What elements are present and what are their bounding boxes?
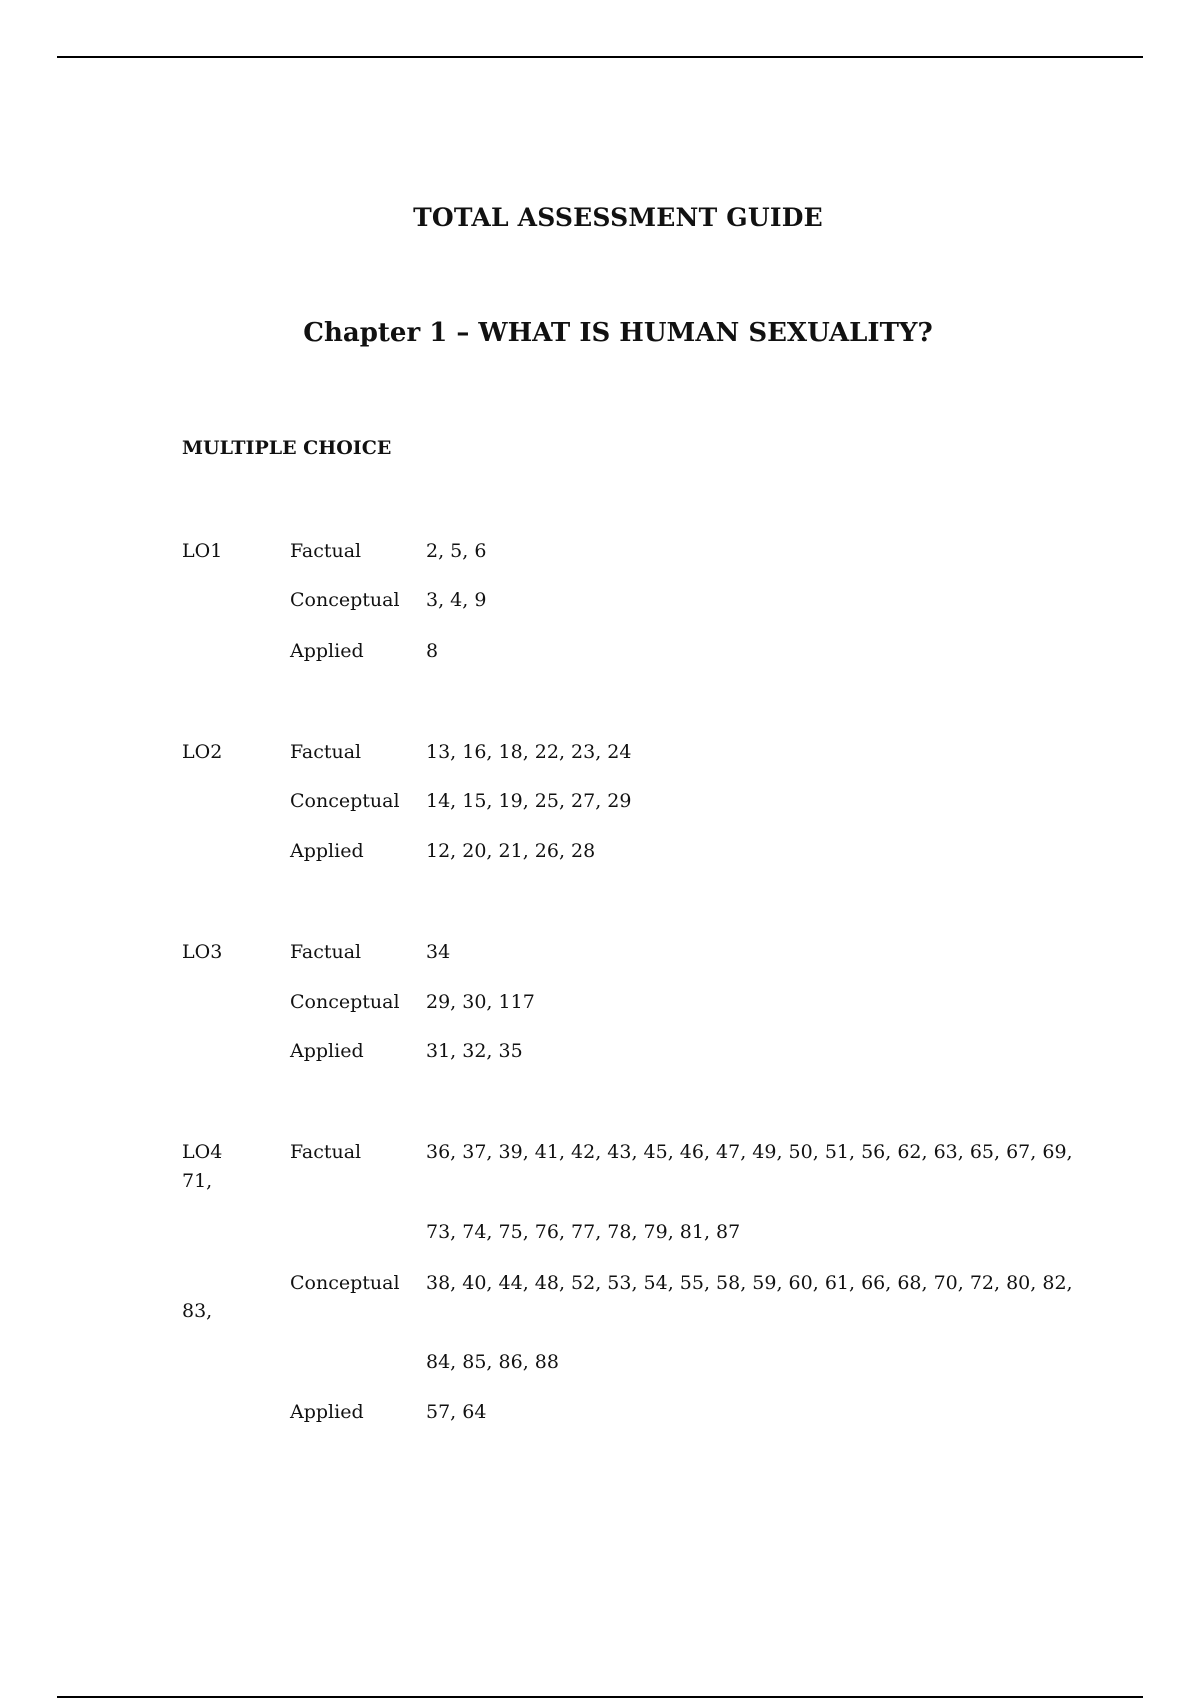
lo4-label: LO4	[182, 1141, 223, 1163]
lo4-conceptual-items-line1: 38, 40, 44, 48, 52, 53, 54, 55, 58, 59, 60, 61, 66, 68, 70, 72, 80, 82,	[426, 1272, 1073, 1294]
lo4-applied-items: 57, 64	[426, 1401, 487, 1423]
lo4-conceptual-items-line2: 84, 85, 86, 88	[426, 1351, 559, 1373]
lo4-conceptual-items-wrap: 83,	[182, 1300, 213, 1322]
lo3-applied-items: 31, 32, 35	[426, 1040, 523, 1062]
lo2-applied-items: 12, 20, 21, 26, 28	[426, 840, 596, 862]
lo1-factual-level: Factual	[290, 540, 362, 562]
lo4-factual-items-line2: 73, 74, 75, 76, 77, 78, 79, 81, 87	[426, 1221, 741, 1243]
lo4-conceptual-level: Conceptual	[290, 1272, 400, 1294]
lo1-conceptual-items: 3, 4, 9	[426, 589, 487, 611]
bottom-rule	[57, 1696, 1143, 1698]
lo1-applied-level: Applied	[290, 640, 364, 662]
lo2-factual-items: 13, 16, 18, 22, 23, 24	[426, 741, 632, 763]
lo1-conceptual-level: Conceptual	[290, 589, 400, 611]
lo1-applied-items: 8	[426, 640, 439, 662]
section-heading: MULTIPLE CHOICE	[182, 437, 392, 459]
lo2-conceptual-items: 14, 15, 19, 25, 27, 29	[426, 790, 632, 812]
lo4-applied-level: Applied	[290, 1401, 364, 1423]
lo3-conceptual-items: 29, 30, 117	[426, 991, 535, 1013]
lo2-conceptual-level: Conceptual	[290, 790, 400, 812]
lo1-label: LO1	[182, 540, 223, 562]
lo1-factual-items: 2, 5, 6	[426, 540, 487, 562]
lo4-factual-level: Factual	[290, 1141, 362, 1163]
document-title: TOTAL ASSESSMENT GUIDE	[413, 203, 823, 232]
lo3-applied-level: Applied	[290, 1040, 364, 1062]
lo3-factual-level: Factual	[290, 941, 362, 963]
lo4-factual-items-wrap: 71,	[182, 1170, 213, 1192]
lo3-factual-items: 34	[426, 941, 451, 963]
lo2-applied-level: Applied	[290, 840, 364, 862]
lo4-factual-items-line1: 36, 37, 39, 41, 42, 43, 45, 46, 47, 49, 50, 51, 56, 62, 63, 65, 67, 69,	[426, 1141, 1073, 1163]
chapter-title: Chapter 1 – WHAT IS HUMAN SEXUALITY?	[303, 318, 933, 348]
lo2-label: LO2	[182, 741, 223, 763]
top-rule	[57, 56, 1143, 58]
lo3-label: LO3	[182, 941, 223, 963]
lo2-factual-level: Factual	[290, 741, 362, 763]
lo3-conceptual-level: Conceptual	[290, 991, 400, 1013]
